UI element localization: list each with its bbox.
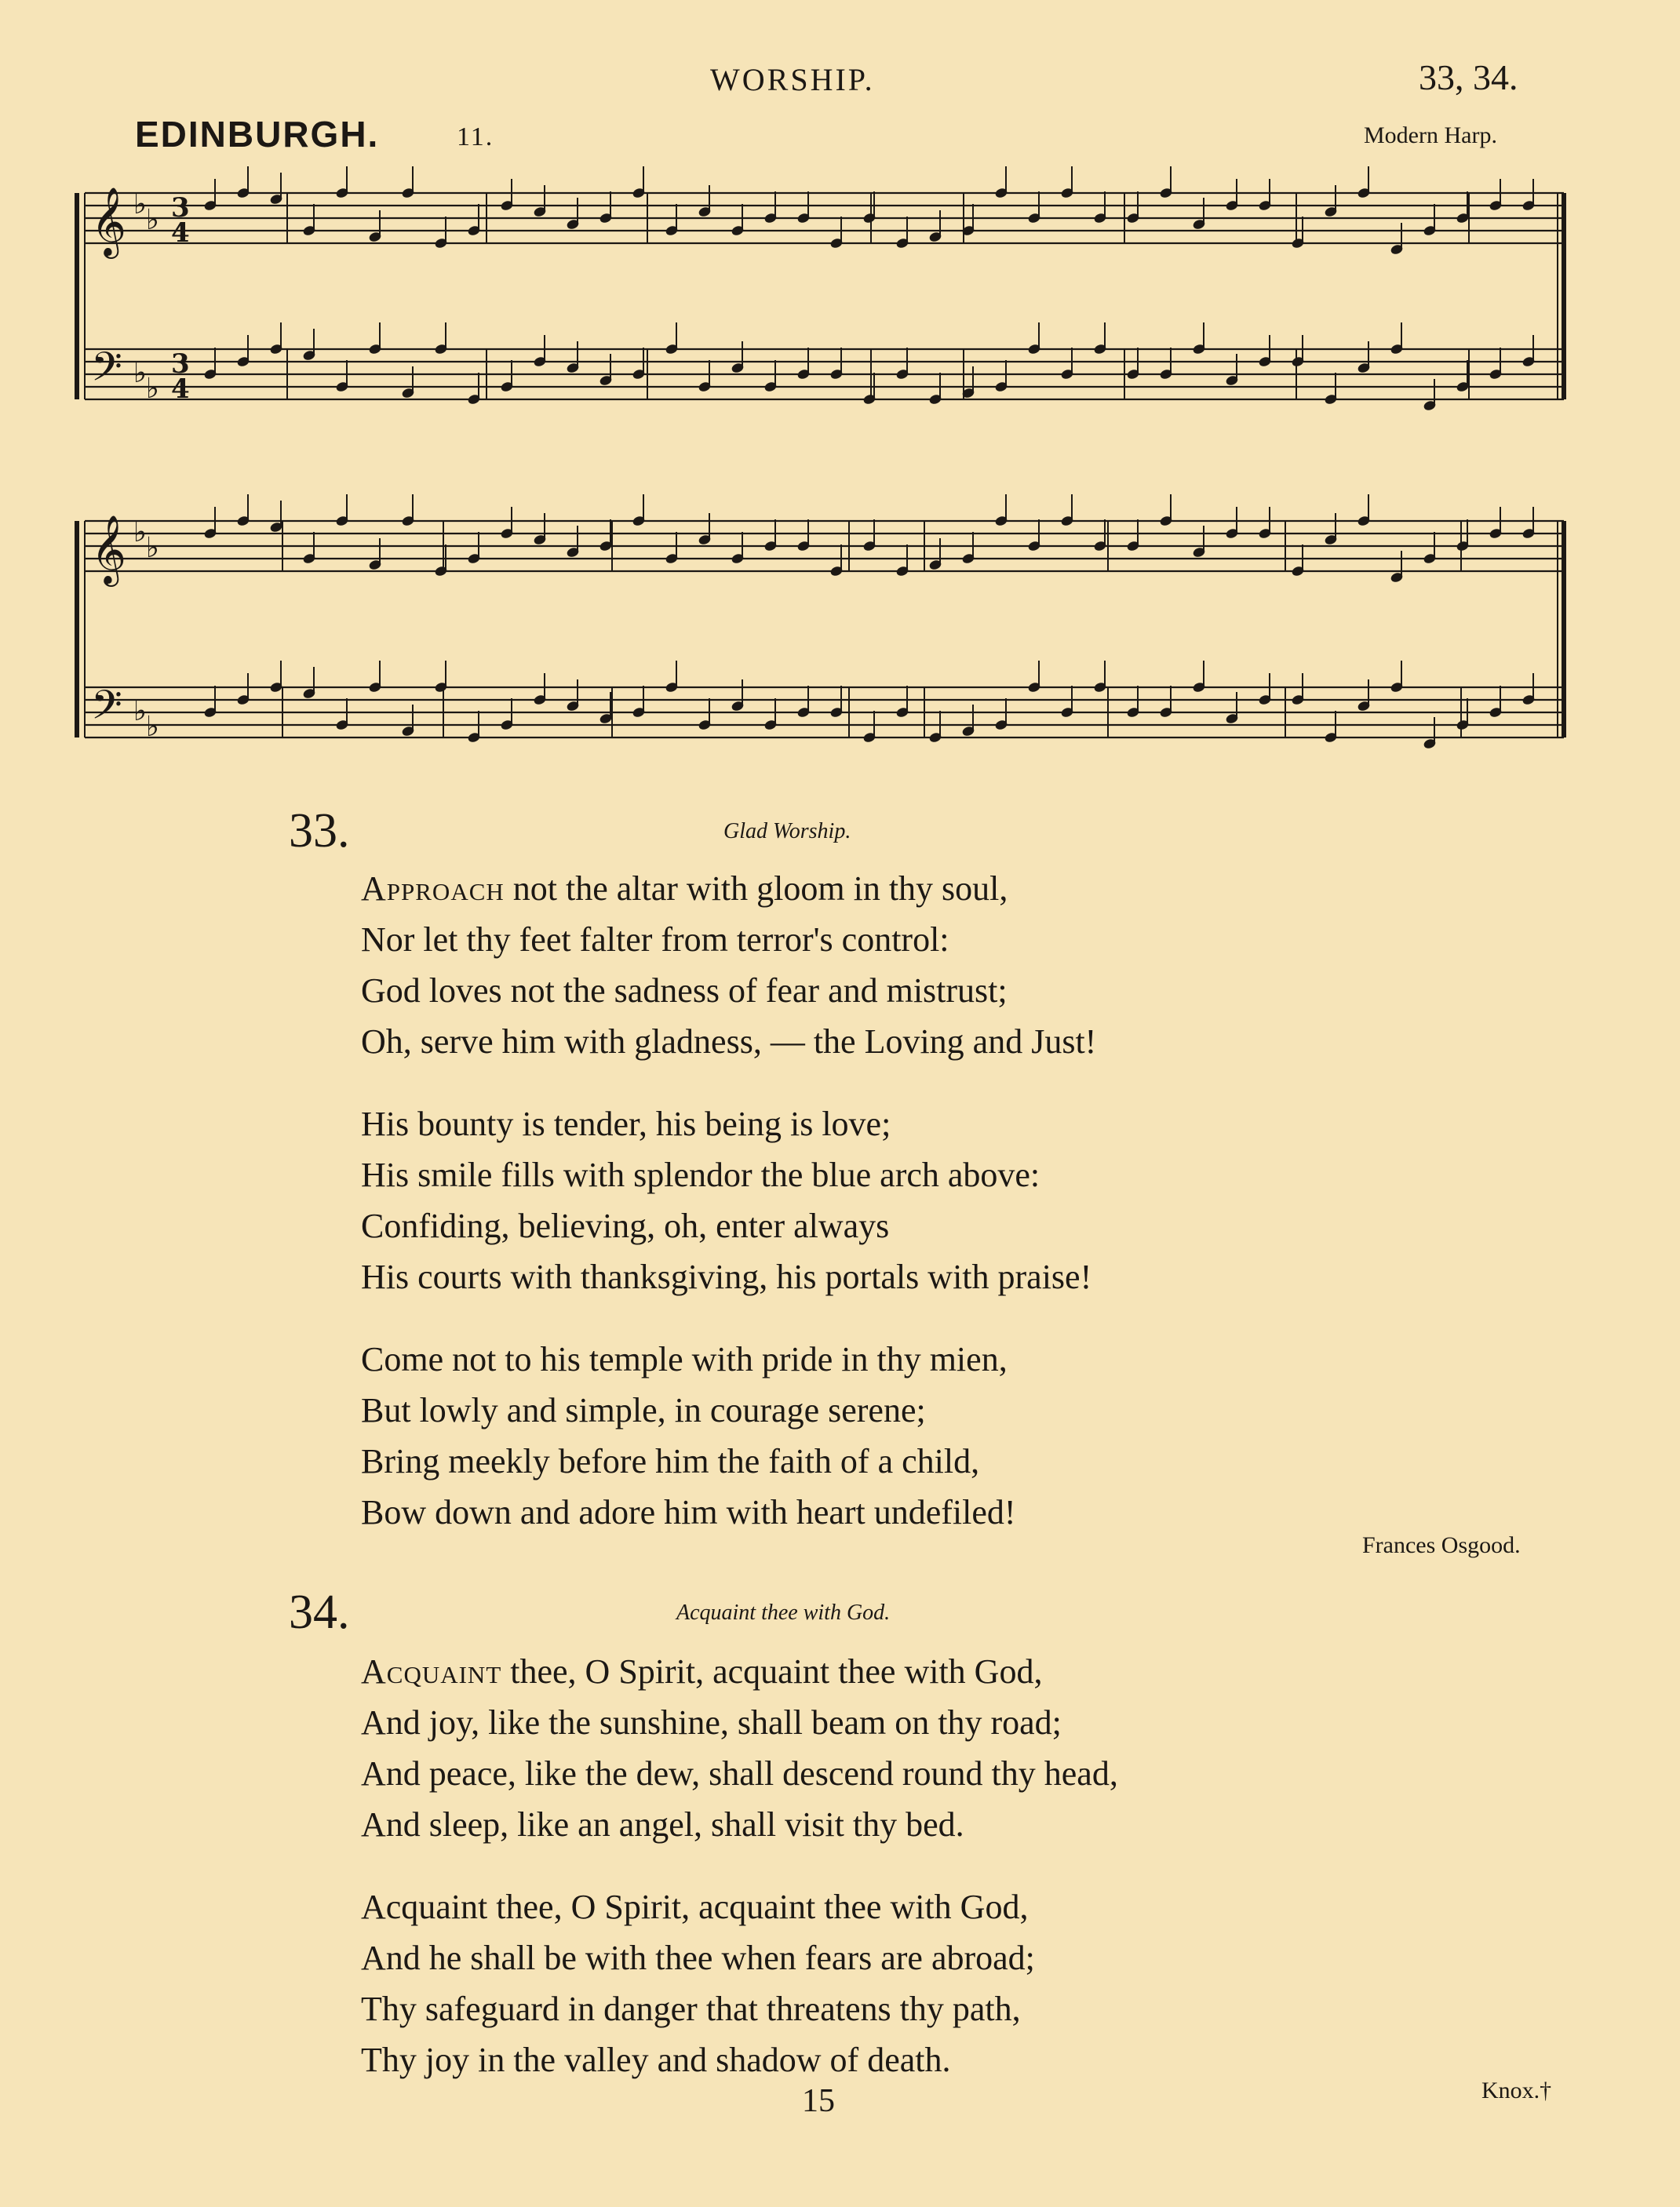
tune-name: EDINBURGH. — [135, 114, 380, 155]
hymn-number: 34. — [289, 1586, 350, 1639]
stanza — [361, 1646, 1118, 1850]
stanza-line: Oh, serve him with gladness, — the Loving and Just! — [361, 1022, 1097, 1061]
stanza-line: His smile fills with splendor the blue arch above: — [361, 1156, 1040, 1194]
hymn-title: Glad Worship. — [723, 819, 851, 843]
tune-meter: 11. — [457, 122, 494, 151]
stanza-line: Thy safeguard in danger that threatens thy path, — [361, 1990, 1021, 2028]
hymn-title: Acquaint thee with God. — [676, 1601, 891, 1625]
stanza-line: Bring meekly before him the faith of a child, — [361, 1442, 980, 1480]
page-folio: 15 — [802, 2083, 835, 2119]
stanza — [361, 1881, 1035, 2085]
hymn-number: 33. — [289, 804, 350, 858]
flat-key-sign: ♭ — [133, 188, 147, 220]
stanza-line: Thy joy in the valley and shadow of death. — [361, 2041, 951, 2079]
first-word: Approach — [361, 869, 505, 908]
first-line-rest: thee, O Spirit, acquaint thee with God, — [501, 1652, 1043, 1691]
flat-key-sign: ♭ — [146, 204, 159, 236]
stanza-line: Nor let thy feet falter from terror's control: — [361, 920, 949, 959]
stanza-line: And peace, like the dew, shall descend round thy head, — [361, 1754, 1118, 1793]
flat-key-sign: ♭ — [146, 711, 159, 743]
stanza — [361, 863, 1096, 1067]
bass-clef: 𝄢 — [91, 343, 122, 400]
page-numbers: 33, 34. — [1419, 57, 1518, 97]
stanza-line: Confiding, believing, oh, enter always — [361, 1207, 890, 1245]
author: Frances Osgood. — [1362, 1532, 1521, 1558]
music-score — [0, 0, 1680, 792]
stanza-line — [361, 863, 1096, 914]
running-title: WORSHIP. — [710, 62, 875, 97]
flat-key-sign: ♭ — [133, 516, 147, 548]
time-signature: 4 — [171, 217, 190, 249]
stanza-line: Bow down and adore him with heart undefiled! — [361, 1493, 1016, 1531]
author: Knox.† — [1481, 2078, 1552, 2103]
flat-key-sign: ♭ — [133, 695, 147, 727]
stanza-line: Acquaint thee, O Spirit, acquaint thee with God, — [361, 1888, 1029, 1926]
tune-source: Modern Harp. — [1364, 122, 1497, 148]
stanza-line: His bounty is tender, his being is love; — [361, 1105, 891, 1143]
time-signature: 4 — [171, 373, 190, 405]
time-signature: 3 — [171, 192, 190, 224]
stanza-line: And he shall be with thee when fears are abroad; — [361, 1939, 1035, 1977]
stanza-line: But lowly and simple, in courage serene; — [361, 1391, 926, 1429]
treble-clef: 𝄞 — [91, 186, 126, 256]
time-signature: 3 — [171, 348, 190, 380]
stanza — [361, 1098, 1091, 1302]
flat-key-sign: ♭ — [146, 532, 159, 564]
flat-key-sign: ♭ — [146, 373, 159, 405]
stanza — [361, 1334, 1016, 1538]
stanza-line: God loves not the sadness of fear and mistrust; — [361, 971, 1008, 1010]
stanza-line: His courts with thanksgiving, his portals with praise! — [361, 1258, 1092, 1296]
first-line-rest: not the altar with gloom in thy soul, — [504, 869, 1008, 908]
stanza-line — [361, 1646, 1118, 1697]
treble-clef: 𝄞 — [91, 514, 126, 584]
bass-clef: 𝄢 — [91, 681, 122, 738]
stanza-line: And joy, like the sunshine, shall beam on thy road; — [361, 1703, 1062, 1742]
stanza-line: And sleep, like an angel, shall visit thy bed. — [361, 1805, 964, 1844]
first-word: Acquaint — [361, 1652, 502, 1691]
flat-key-sign: ♭ — [133, 357, 147, 389]
stanza-line: Come not to his temple with pride in thy mien, — [361, 1340, 1008, 1378]
